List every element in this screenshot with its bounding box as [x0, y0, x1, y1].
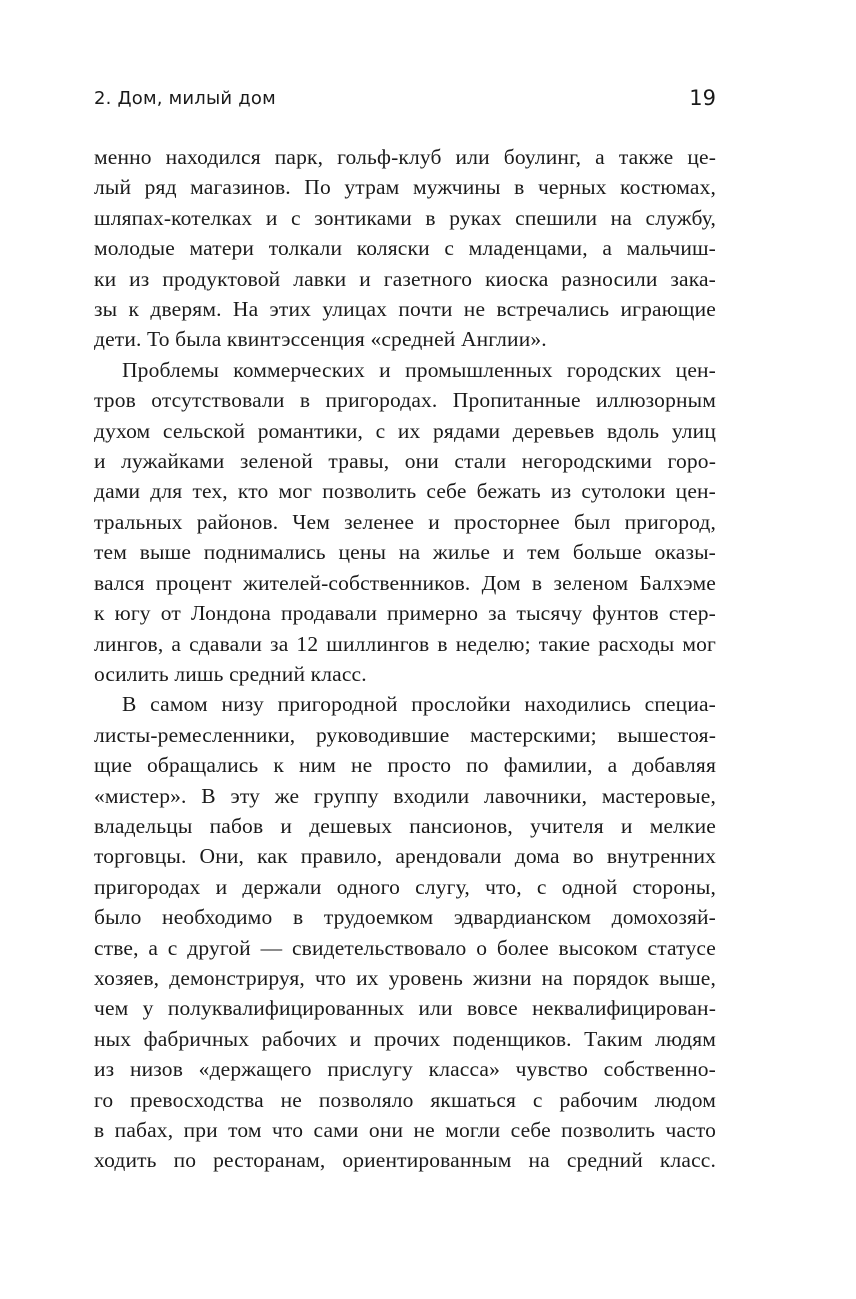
text-line: зы к дверям. На этих улицах почти не встречались играющие — [94, 297, 716, 322]
text-line: хозяев, демонстрируя, что их уровень жизни на порядок выше, — [94, 965, 716, 990]
text-line: владельцы пабов и дешевых пансионов, учителя и мелкие — [94, 813, 716, 838]
paragraph-1 — [94, 142, 716, 355]
text-line: дети. То была квинтэссенция «средней Англии». — [94, 327, 547, 352]
running-head — [94, 86, 716, 114]
text-line: стве, а с другой — свидетельствовало о более высоком статусе — [94, 935, 716, 960]
text-line: лый ряд магазинов. По утрам мужчины в черных костюмах, — [94, 175, 716, 200]
text-line: было необходимо в трудоемком эдвардианском домохозяй- — [94, 905, 716, 930]
text-line: В самом низу пригородной прослойки находились специа- — [122, 692, 716, 717]
text-line: тем выше поднимались цены на жилье и тем больше оказы- — [94, 540, 716, 565]
chapter-title: 2. Дом, милый дом — [94, 88, 276, 109]
text-line: торговцы. Они, как правило, арендовали дома во внутренних — [94, 844, 716, 869]
text-line: ходить по ресторанам, ориентированным на средний класс. — [94, 1148, 716, 1173]
text-line: Проблемы коммерческих и промышленных городских цен- — [122, 357, 716, 382]
text-line: листы-ремесленники, руководившие мастерскими; вышестоя- — [94, 722, 716, 747]
text-line: в пабах, при том что сами они не могли себе позволить часто — [94, 1118, 716, 1142]
text-line: осилить лишь средний класс. — [94, 661, 367, 686]
text-line: шляпах-котелках и с зонтиками в руках спешили на службу, — [94, 205, 716, 230]
text-body — [94, 142, 716, 1176]
text-line: ки из продуктовой лавки и газетного киоска разносили зака- — [94, 266, 716, 291]
paragraph-3 — [94, 689, 716, 1176]
text-line: тральных районов. Чем зеленее и просторнее был пригород, — [94, 509, 716, 534]
text-line: духом сельской романтики, с их рядами деревьев вдоль улиц — [94, 418, 716, 443]
text-line: чем у полуквалифицированных или вовсе неквалифицирован- — [94, 996, 716, 1021]
text-line: щие обращались к ним не просто по фамилии, а добавляя — [94, 753, 716, 778]
text-line: ных фабричных рабочих и прочих поденщиков. Таким людям — [94, 1026, 716, 1051]
text-line: дами для тех, кто мог позволить себе бежать из сутолоки цен- — [94, 479, 716, 504]
page-number: 19 — [689, 86, 716, 110]
paragraph-2 — [94, 355, 716, 689]
text-line: го превосходства не позволяло якшаться с рабочим людом — [94, 1087, 716, 1112]
text-line: лингов, а сдавали за 12 шиллингов в неделю; такие расходы мог — [94, 631, 716, 656]
text-line: к югу от Лондона продавали примерно за тысячу фунтов стер- — [94, 601, 716, 626]
text-line: молодые матери толкали коляски с младенцами, а мальчиш- — [94, 236, 716, 261]
text-line: тров отсутствовали в пригородах. Пропитанные иллюзорным — [94, 388, 716, 413]
text-line: пригородах и держали одного слугу, что, с одной стороны, — [94, 874, 716, 899]
text-line: и лужайками зеленой травы, они стали негородскими горо- — [94, 449, 716, 474]
text-line: «мистер». В эту же группу входили лавочники, мастеровые, — [94, 783, 716, 808]
text-line: вался процент жителей-собственников. Дом в зеленом Балхэме — [94, 570, 716, 595]
text-line: менно находился парк, гольф-клуб или боулинг, а также це- — [94, 145, 716, 169]
text-line: из низов «держащего прислугу класса» чувство собственно- — [94, 1057, 716, 1082]
